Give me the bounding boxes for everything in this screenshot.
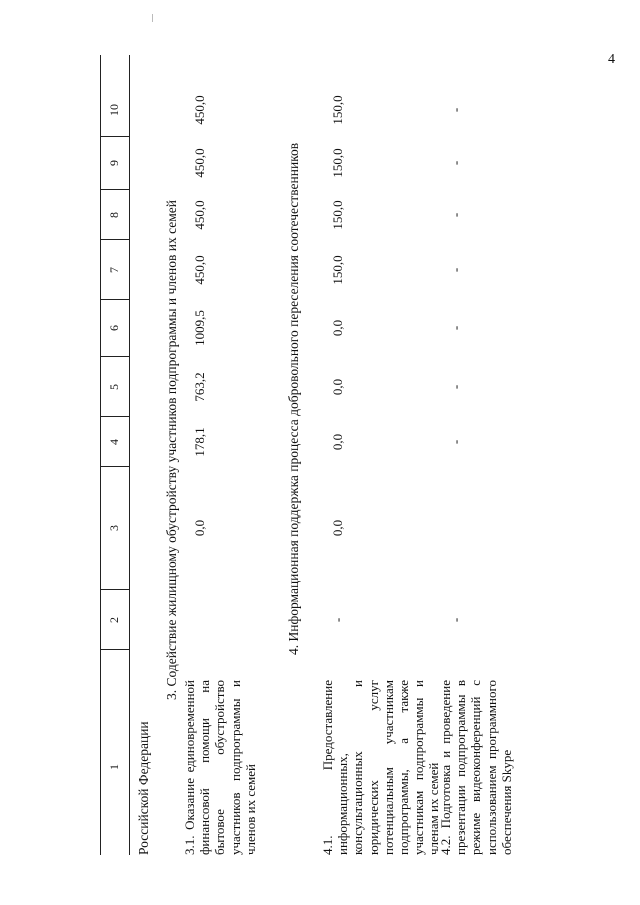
col-separator	[101, 649, 129, 650]
col-header-1: 1	[107, 764, 121, 770]
col-separator	[101, 466, 129, 467]
cell-col6: 0,0	[330, 319, 345, 337]
col-separator	[101, 416, 129, 417]
col-separator	[101, 589, 129, 590]
col-header-10: 10	[107, 104, 121, 116]
region-label: Российской Федерации	[136, 721, 151, 855]
col-separator	[101, 136, 129, 137]
col-header-5: 5	[107, 384, 121, 390]
column-header-row	[100, 55, 130, 855]
cell-col5: -	[448, 384, 463, 390]
col-header-7: 7	[107, 267, 121, 273]
row-name: 3.1. Оказание единовременной финансовой помощи на бытовое обустройство участников подпрограммы и членов их семей	[182, 680, 258, 855]
cell-col3: 0,0	[330, 519, 345, 537]
cell-col8: 150,0	[330, 200, 345, 230]
cell-col5: 763,2	[192, 372, 207, 402]
cell-col10: 150,0	[330, 95, 345, 125]
section-3-title: 3. Содействие жилищному обустройству участников подпрограммы и членов их семей	[164, 199, 179, 700]
cell-col2: -	[448, 617, 463, 623]
cell-col7: 150,0	[330, 255, 345, 285]
row-name: 4.2. Подготовка и проведение презентации подпрограммы в режиме видеоконференций с использованием программного обеспечения Skype	[438, 680, 514, 855]
rotated-table	[100, 15, 540, 855]
cell-col9: 150,0	[330, 148, 345, 178]
col-separator	[101, 299, 129, 300]
cell-col6: -	[448, 325, 463, 331]
col-header-4: 4	[107, 439, 121, 445]
cell-col3: 0,0	[192, 519, 207, 537]
page-number: 4	[608, 52, 615, 67]
col-header-9: 9	[107, 160, 121, 166]
cell-col4: -	[448, 439, 463, 445]
cell-col8: 450,0	[192, 200, 207, 230]
col-header-3: 3	[107, 525, 121, 531]
cell-col8: -	[448, 212, 463, 218]
col-header-8: 8	[107, 212, 121, 218]
cell-col9: -	[448, 160, 463, 166]
cell-col9: 450,0	[192, 148, 207, 178]
row-name: 4.1. Предоставление информационных, консультационных и юридических услуг потенциальным участникам подпрограммы, а также участникам подпрограммы и членам их семей	[320, 680, 442, 855]
col-separator	[101, 239, 129, 240]
cell-col4: 0,0	[330, 433, 345, 451]
cell-col2: -	[330, 617, 345, 623]
col-separator	[101, 356, 129, 357]
col-separator	[101, 189, 129, 190]
cell-col7: -	[448, 267, 463, 273]
cell-col4: 178,1	[192, 427, 207, 457]
cell-col10: -	[448, 107, 463, 113]
section-4-title: 4. Информационная поддержка процесса добровольного переселения соотечественников	[286, 142, 301, 655]
cell-col6: 1009,5	[192, 310, 207, 346]
cell-col10: 450,0	[192, 95, 207, 125]
col-header-2: 2	[107, 617, 121, 623]
cell-col7: 450,0	[192, 255, 207, 285]
cell-col5: 0,0	[330, 378, 345, 396]
col-header-6: 6	[107, 325, 121, 331]
